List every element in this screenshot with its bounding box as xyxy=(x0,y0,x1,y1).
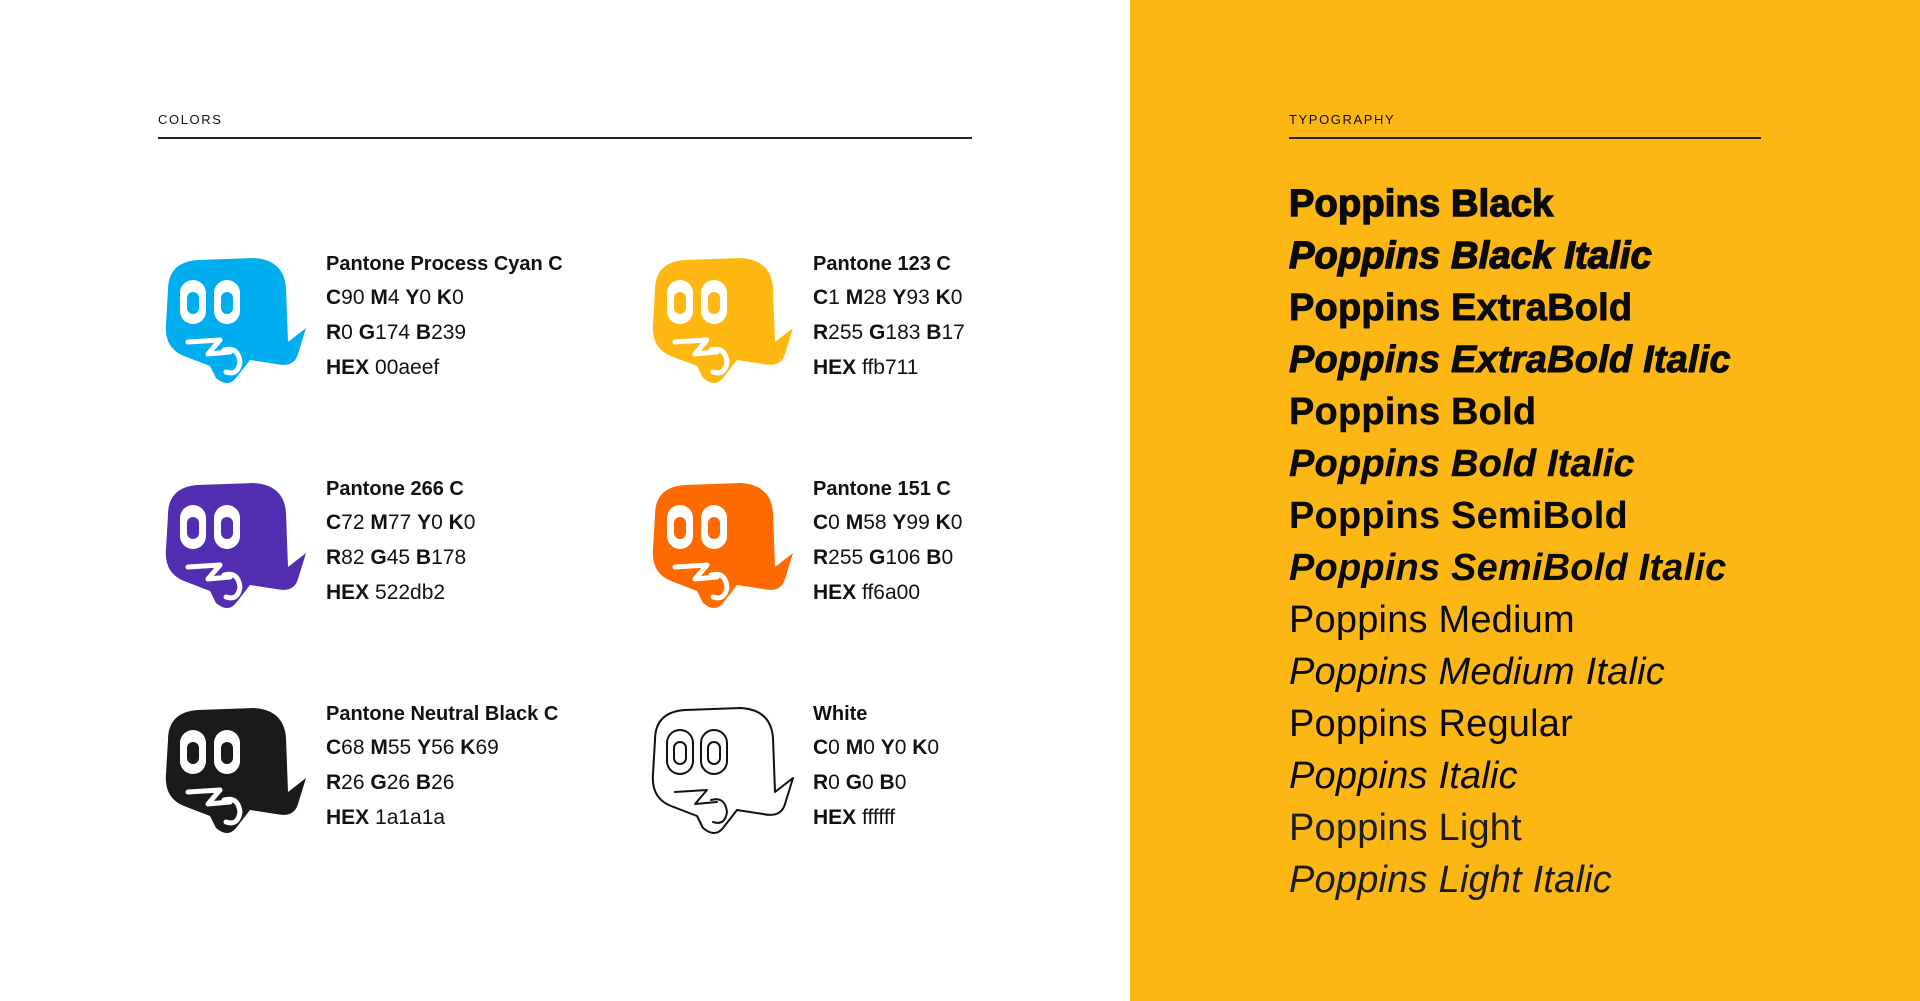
color-swatch xyxy=(645,700,1105,840)
mascot-logo-icon xyxy=(645,700,795,840)
hex-value: HEX ffb711 xyxy=(813,356,919,379)
color-name: Pantone 151 C xyxy=(813,478,951,500)
color-name: White xyxy=(813,703,868,725)
font-specimen: Poppins Light xyxy=(1289,807,1522,849)
font-specimen: Poppins Medium xyxy=(1289,599,1575,641)
typography-section-label: TYPOGRAPHY xyxy=(1289,112,1396,127)
color-spec xyxy=(813,475,1103,613)
color-swatch xyxy=(158,250,618,390)
cmyk-values: C68 M55 Y56 K69 xyxy=(326,736,499,759)
mascot-logo-icon xyxy=(645,475,795,615)
color-name: Pantone 266 C xyxy=(326,478,464,500)
mascot-logo-icon xyxy=(158,700,308,840)
rgb-values: R0 G174 B239 xyxy=(326,321,467,344)
font-specimen: Poppins Bold Italic xyxy=(1289,443,1635,485)
font-specimen: Poppins Regular xyxy=(1289,703,1573,745)
mascot-logo-icon xyxy=(158,250,308,390)
font-specimen: Poppins Light Italic xyxy=(1289,859,1612,901)
color-name: Pantone Process Cyan C xyxy=(326,253,563,275)
rgb-values: R255 G106 B0 xyxy=(813,546,954,569)
hex-value: HEX 1a1a1a xyxy=(326,806,446,829)
font-specimen: Poppins Black Italic xyxy=(1289,235,1652,277)
color-name: Pantone Neutral Black C xyxy=(326,703,559,725)
font-specimen: Poppins ExtraBold xyxy=(1289,287,1633,329)
hex-value: HEX ff6a00 xyxy=(813,581,921,604)
cmyk-values: C72 M77 Y0 K0 xyxy=(326,511,476,534)
font-specimen: Poppins Medium Italic xyxy=(1289,651,1665,693)
font-specimen: Poppins Italic xyxy=(1289,755,1518,797)
mascot-logo-icon xyxy=(645,250,795,390)
color-name: Pantone 123 C xyxy=(813,253,951,275)
color-spec xyxy=(813,700,1103,838)
color-swatch xyxy=(645,250,1105,390)
font-specimen: Poppins SemiBold xyxy=(1289,495,1628,537)
rgb-values: R26 G26 B26 xyxy=(326,771,455,794)
rgb-values: R255 G183 B17 xyxy=(813,321,965,344)
color-swatch xyxy=(158,700,618,840)
cmyk-values: C0 M58 Y99 K0 xyxy=(813,511,963,534)
color-swatch xyxy=(645,475,1105,615)
cmyk-values: C90 M4 Y0 K0 xyxy=(326,286,464,309)
hex-value: HEX ffffff xyxy=(813,806,896,829)
cmyk-values: C1 M28 Y93 K0 xyxy=(813,286,963,309)
colors-section-label: COLORS xyxy=(158,112,223,127)
color-spec xyxy=(813,250,1103,388)
colors-divider xyxy=(158,137,972,139)
color-swatch xyxy=(158,475,618,615)
rgb-values: R82 G45 B178 xyxy=(326,546,467,569)
color-spec xyxy=(326,250,616,388)
typography-specimen-list xyxy=(1289,178,1909,906)
font-specimen: Poppins Black xyxy=(1289,183,1554,225)
font-specimen: Poppins SemiBold Italic xyxy=(1289,547,1727,589)
mascot-logo-icon xyxy=(158,475,308,615)
font-specimen: Poppins Bold xyxy=(1289,391,1537,433)
hex-value: HEX 522db2 xyxy=(326,581,446,604)
color-spec xyxy=(326,700,616,838)
rgb-values: R0 G0 B0 xyxy=(813,771,907,794)
color-spec xyxy=(326,475,616,613)
hex-value: HEX 00aeef xyxy=(326,356,440,379)
cmyk-values: C0 M0 Y0 K0 xyxy=(813,736,940,759)
font-specimen: Poppins ExtraBold Italic xyxy=(1289,339,1731,381)
typography-divider xyxy=(1289,137,1761,139)
